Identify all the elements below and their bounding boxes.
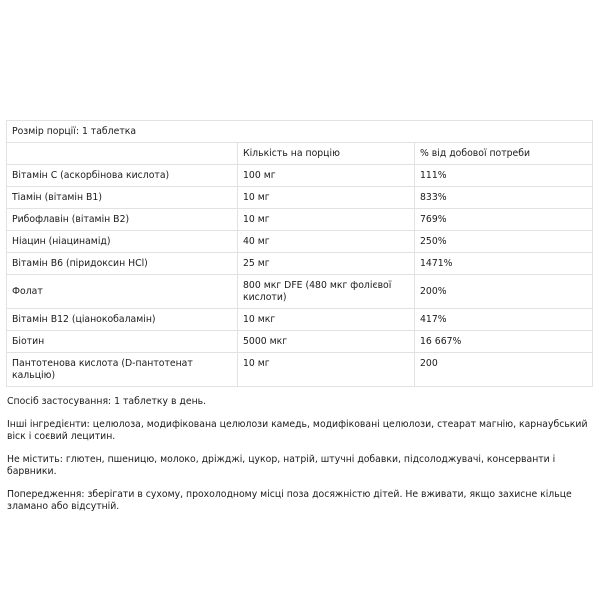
table-row: [7, 209, 593, 231]
nutrient-daily-value: 833%: [415, 187, 593, 209]
warnings: Попередження: зберігати в сухому, прохолодному місці поза досяжністю дітей. Не вживати, якщо захисне кільце зламано або відсутній.: [7, 489, 572, 512]
does-not-contain: Не містить: глютен, пшеницю, молоко, дріжджі, цукор, натрій, штучні добавки, підсолоджувачі, консерванти і барвники.: [7, 454, 556, 477]
nutrient-amount: 800 мкг DFE (480 мкг фолієвої кислоти): [238, 275, 415, 309]
table-row: [7, 253, 593, 275]
header-nutrient-blank: [7, 143, 238, 165]
product-notes: [6, 396, 594, 513]
nutrient-daily-value: 111%: [415, 165, 593, 187]
usage-directions: Спосіб застосування: 1 таблетку в день.: [7, 396, 207, 407]
supplement-facts-document: [6, 120, 594, 524]
nutrient-daily-value: 200%: [415, 275, 593, 309]
table-row: [7, 231, 593, 253]
nutrient-name: Вітамін C (аскорбінова кислота): [7, 165, 238, 187]
serving-size-row: [7, 121, 593, 143]
nutrient-daily-value: 769%: [415, 209, 593, 231]
header-daily-value: % від добової потреби: [415, 143, 593, 165]
nutrient-daily-value: 417%: [415, 309, 593, 331]
supplement-facts-table: [6, 120, 593, 387]
nutrient-amount: 10 мг: [238, 209, 415, 231]
table-row: [7, 275, 593, 309]
nutrient-daily-value: 200: [415, 353, 593, 387]
header-amount: Кількість на порцію: [238, 143, 415, 165]
nutrient-name: Тіамін (вітамін B1): [7, 187, 238, 209]
nutrient-name: Ніацин (ніацинамід): [7, 231, 238, 253]
nutrient-name: Рибофлавін (вітамін B2): [7, 209, 238, 231]
table-header-row: [7, 143, 593, 165]
other-ingredients: Інші інгредієнти: целюлоза, модифікована целюлози камедь, модифіковані целюлози, стеарат магнію, карнаубський віск і соєвий лецитин.: [7, 419, 588, 442]
nutrient-name: Вітамін B12 (ціанокобаламін): [7, 309, 238, 331]
table-row: [7, 309, 593, 331]
serving-size: Розмір порції: 1 таблетка: [7, 121, 593, 143]
nutrient-daily-value: 16 667%: [415, 331, 593, 353]
nutrient-name: Вітамін B6 (піридоксин HCl): [7, 253, 238, 275]
nutrient-daily-value: 1471%: [415, 253, 593, 275]
nutrient-amount: 10 мг: [238, 353, 415, 387]
nutrient-name: Біотин: [7, 331, 238, 353]
nutrient-amount: 25 мг: [238, 253, 415, 275]
nutrient-amount: 40 мг: [238, 231, 415, 253]
table-row: [7, 331, 593, 353]
nutrient-amount: 100 мг: [238, 165, 415, 187]
nutrient-name: Фолат: [7, 275, 238, 309]
nutrient-amount: 5000 мкг: [238, 331, 415, 353]
nutrient-daily-value: 250%: [415, 231, 593, 253]
table-row: [7, 353, 593, 387]
nutrient-amount: 10 мкг: [238, 309, 415, 331]
table-row: [7, 165, 593, 187]
nutrient-name: Пантотенова кислота (D-пантотенат кальцію): [7, 353, 238, 387]
table-row: [7, 187, 593, 209]
nutrient-amount: 10 мг: [238, 187, 415, 209]
